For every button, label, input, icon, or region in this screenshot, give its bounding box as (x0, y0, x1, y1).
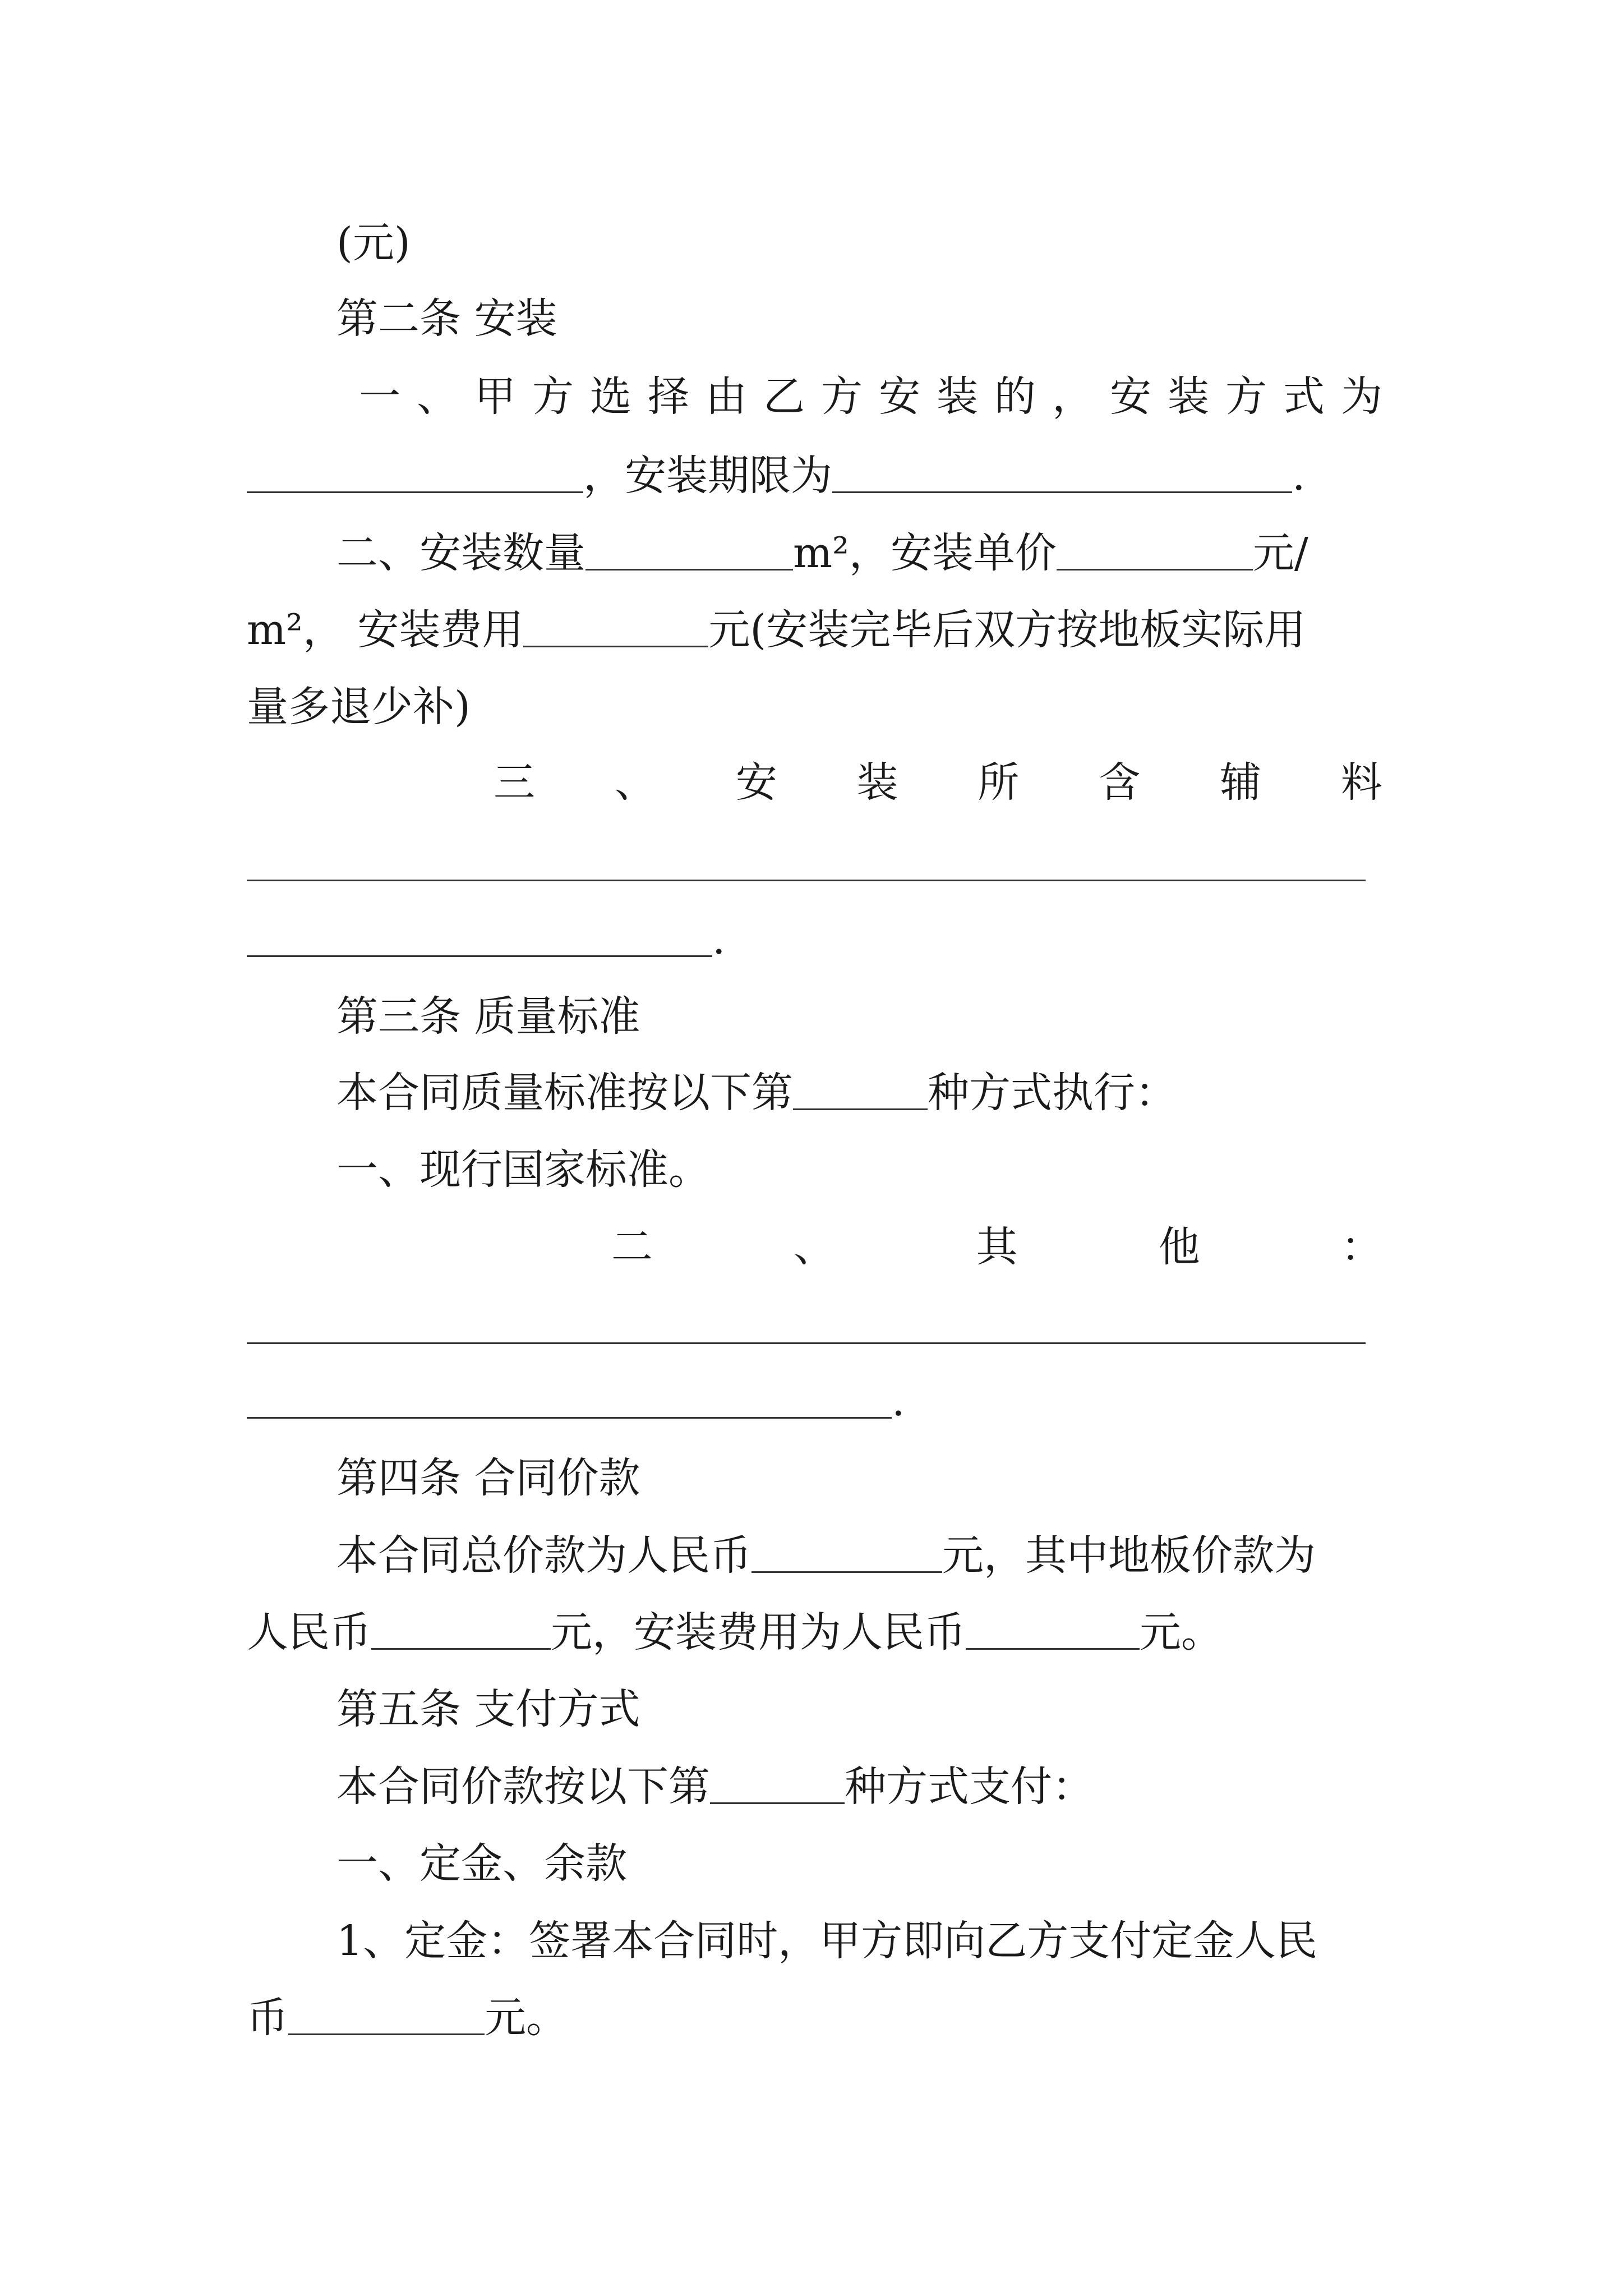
text-fragment: ，安装期限为 (583, 452, 832, 500)
blank-payment-option[interactable] (710, 1763, 845, 1804)
blank-installation-method[interactable] (247, 452, 583, 493)
text-fragment: . (712, 915, 726, 964)
blank-installation-period[interactable] (832, 452, 1292, 493)
char: 三 (494, 758, 535, 807)
text-fragment: 元。 (485, 1994, 568, 2042)
char: 、 (417, 372, 458, 421)
char: 方 (821, 372, 863, 421)
char: 安 (879, 372, 920, 421)
char: 方 (1225, 372, 1267, 421)
text-line (247, 445, 1380, 507)
text-fragment: 种方式支付： (845, 1763, 1094, 1811)
text-fragment: 元，安装费用为人民币 (551, 1608, 966, 1657)
text-fragment: 本合同价款按以下第 (336, 1763, 710, 1811)
char: 其 (976, 1223, 1018, 1271)
text-fragment: . (1292, 452, 1306, 500)
blank-installation-unit-price[interactable] (1057, 530, 1253, 570)
text-line (336, 1756, 1469, 1818)
article-4-heading: 第四条 合同价款 (336, 1454, 640, 1502)
text-line (247, 909, 1380, 970)
char: 装 (1168, 372, 1209, 421)
text-line (336, 1525, 1469, 1586)
char: 辅 (1220, 758, 1262, 807)
text-line (247, 1987, 1380, 2049)
article-3-heading: 第三条 质量标准 (336, 992, 640, 1041)
text-line-justified (611, 1216, 1382, 1278)
char: 式 (1283, 372, 1325, 421)
text-line (247, 1370, 1380, 1432)
char: 、 (614, 758, 656, 807)
char: 料 (1340, 758, 1382, 807)
blank-other-standard-line-2[interactable] (247, 1378, 892, 1419)
blank-installation-cost[interactable] (966, 1609, 1140, 1650)
text-fragment: 币 (247, 1994, 288, 2042)
text-line: 1、定金：签署本合同时，甲方即向乙方支付定金人民 (336, 1917, 1318, 1965)
text-line: 一、定金、余款 (336, 1839, 627, 1888)
char: 含 (1099, 758, 1141, 807)
char: ： (1341, 1223, 1382, 1271)
blank-quality-standard-option[interactable] (793, 1069, 928, 1110)
text-fragment: 本合同质量标准按以下第 (336, 1069, 793, 1117)
char: 乙 (763, 372, 805, 421)
blank-floor-price[interactable] (371, 1609, 551, 1650)
char: 由 (706, 372, 747, 421)
article-2-heading: 第二条 安装 (336, 295, 557, 343)
char: 安 (1110, 372, 1151, 421)
blank-installation-fee[interactable] (523, 606, 708, 647)
blank-auxiliary-materials-line-2[interactable] (247, 916, 712, 957)
blank-deposit-amount[interactable] (288, 1994, 485, 2035)
char: 方 (532, 372, 574, 421)
blank-total-price[interactable] (751, 1532, 942, 1573)
text-fragment: 元，其中地板价款为 (942, 1531, 1316, 1580)
char: 为 (1341, 372, 1382, 421)
text-line (247, 599, 1380, 661)
char: 所 (978, 758, 1020, 807)
char: 一 (359, 372, 400, 421)
text-line: 一、现行国家标准。 (336, 1145, 710, 1194)
char: 装 (856, 758, 898, 807)
char: 甲 (474, 372, 516, 421)
text-line (247, 1602, 1380, 1663)
text-line: 量多退少补) (247, 683, 471, 731)
char: 选 (590, 372, 631, 421)
char: 二 (611, 1223, 653, 1271)
article-5-heading: 第五条 支付方式 (336, 1685, 640, 1733)
char: 、 (794, 1223, 836, 1271)
blank-auxiliary-materials-line-1[interactable] (247, 880, 1366, 881)
char: 的 (994, 372, 1036, 421)
text-fragment: m²，安装单价 (793, 529, 1057, 577)
text-fragment: 人民币 (247, 1608, 371, 1657)
text-fragment: 本合同总价款为人民币 (336, 1531, 751, 1580)
char: 装 (937, 372, 978, 421)
text-fragment: m²， 安装费用 (247, 606, 524, 654)
text-fragment: 种方式执行： (928, 1069, 1177, 1117)
text-line: (元) (336, 219, 411, 267)
text-fragment: 二、安装数量 (336, 529, 585, 577)
blank-installation-quantity[interactable] (585, 530, 793, 570)
char: 他 (1158, 1223, 1200, 1271)
text-line-justified (359, 366, 1382, 427)
text-fragment: 元(安装完毕后双方按地板实际用 (708, 606, 1306, 654)
char: 安 (735, 758, 777, 807)
text-fragment: 元/ (1252, 529, 1308, 577)
char: 择 (648, 372, 689, 421)
text-fragment: 元。 (1140, 1608, 1223, 1657)
char: ， (1052, 372, 1094, 421)
text-line (336, 522, 1391, 584)
text-fragment: . (892, 1377, 905, 1425)
blank-other-standard-line-1[interactable] (247, 1342, 1366, 1344)
text-line (336, 1062, 1469, 1124)
text-line-justified (494, 752, 1382, 813)
